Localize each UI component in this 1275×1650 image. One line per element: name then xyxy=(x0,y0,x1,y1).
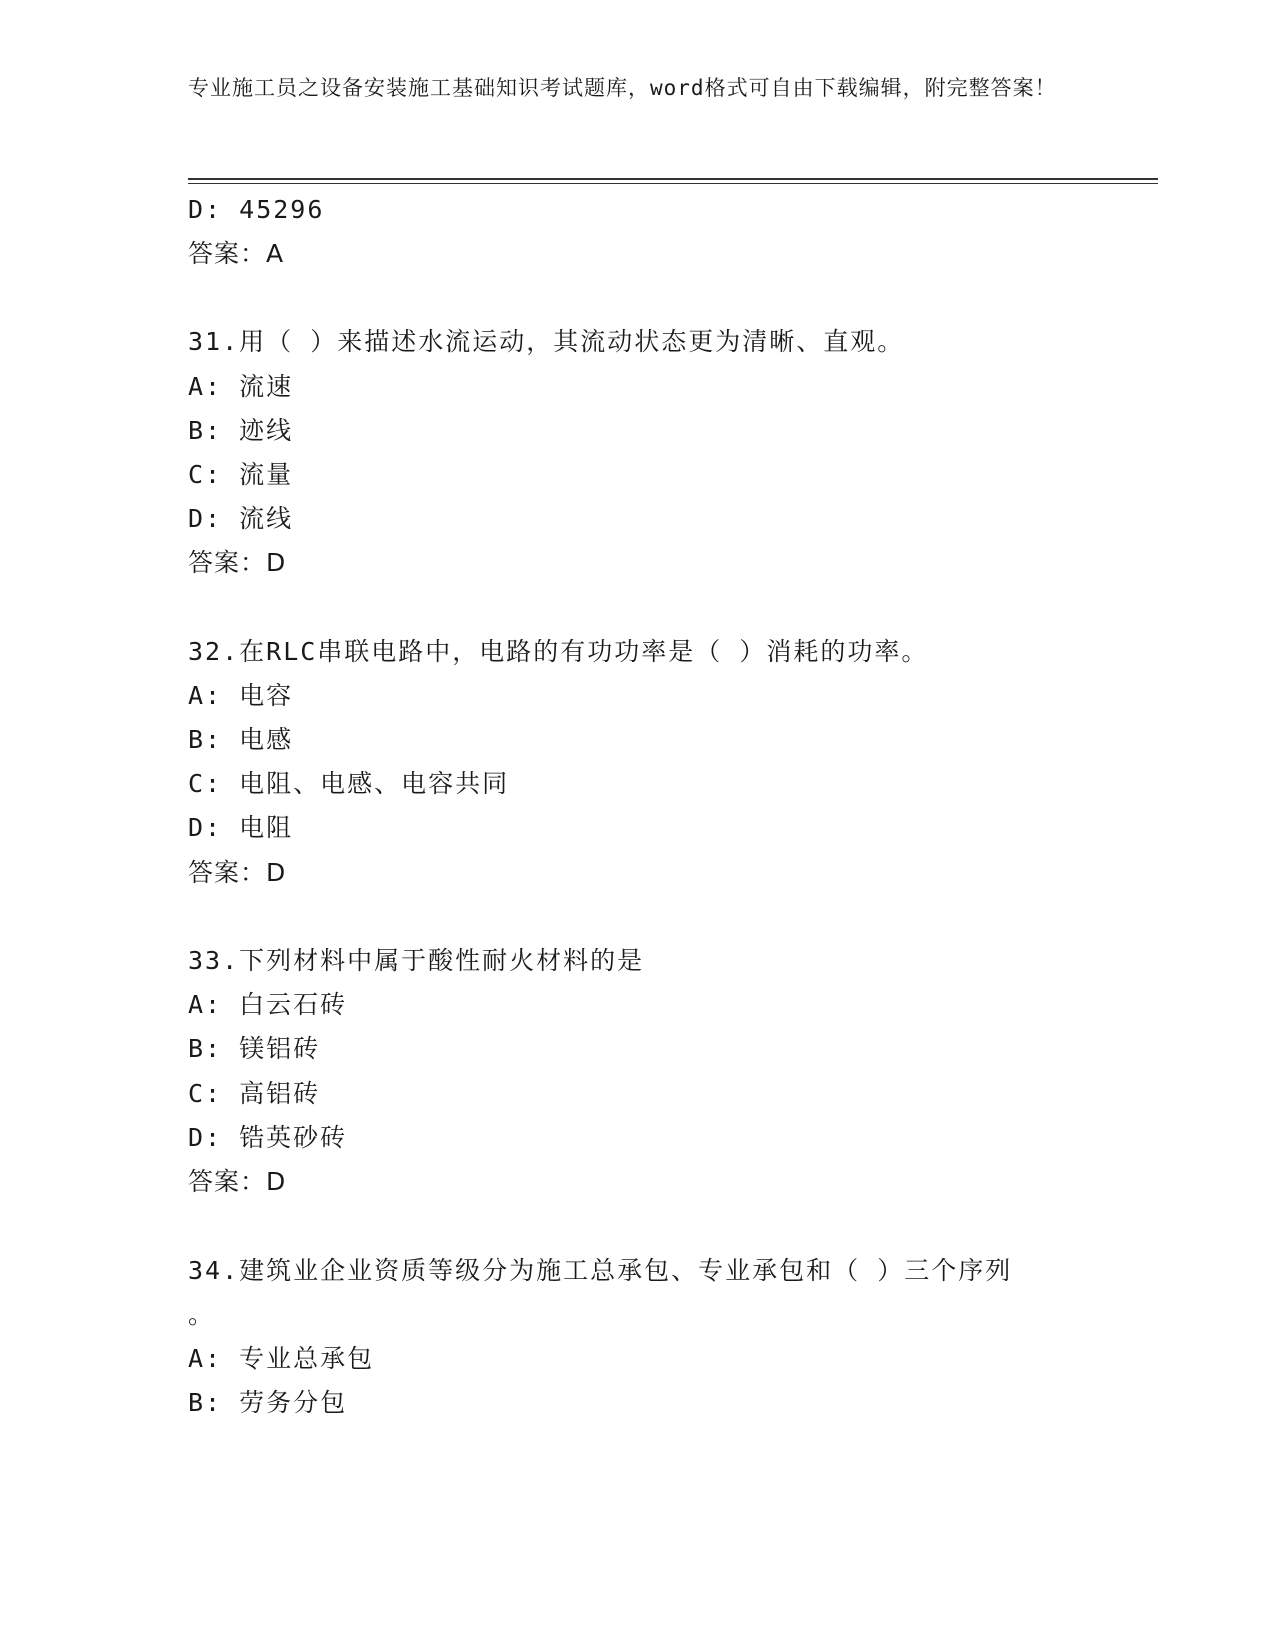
header-divider-thick xyxy=(188,178,1158,180)
question-32-option-d: D: 电阻 xyxy=(188,813,294,842)
question-34-option-b: B: 劳务分包 xyxy=(188,1388,348,1417)
question-32-stem: 32.在RLC串联电路中，电路的有功功率是（ ）消耗的功率。 xyxy=(188,637,929,666)
question-33-answer: 答案：D xyxy=(188,1167,287,1196)
question-31-option-b: B: 迹线 xyxy=(188,416,294,445)
question-33-stem: 33.下列材料中属于酸性耐火材料的是 xyxy=(188,946,645,975)
option-d-prev: D: 45296 xyxy=(188,195,325,224)
document-header: 专业施工员之设备安装施工基础知识考试题库，word格式可自由下载编辑，附完整答案！ xyxy=(188,76,1057,100)
question-32-answer: 答案：D xyxy=(188,858,287,887)
question-31-option-a: A: 流速 xyxy=(188,372,294,401)
question-33-option-d: D: 锆英砂砖 xyxy=(188,1123,348,1152)
question-31-stem: 31.用（ ）来描述水流运动，其流动状态更为清晰、直观。 xyxy=(188,327,905,356)
question-34-stem: 34.建筑业企业资质等级分为施工总承包、专业承包和（ ）三个序列 xyxy=(188,1256,1013,1285)
question-34-option-a: A: 专业总承包 xyxy=(188,1344,375,1373)
question-31-option-c: C: 流量 xyxy=(188,460,294,489)
question-33-option-c: C: 高铝砖 xyxy=(188,1079,321,1108)
question-33-option-b: B: 镁铝砖 xyxy=(188,1034,321,1063)
question-33-option-a: A: 白云石砖 xyxy=(188,990,348,1019)
question-32-option-c: C: 电阻、电感、电容共同 xyxy=(188,769,510,798)
question-31-answer: 答案：D xyxy=(188,548,287,577)
question-31-option-d: D: 流线 xyxy=(188,504,294,533)
question-32-option-a: A: 电容 xyxy=(188,681,294,710)
question-34-stem-continuation: 。 xyxy=(188,1300,216,1329)
answer-prev: 答案：A xyxy=(188,239,285,268)
question-32-option-b: B: 电感 xyxy=(188,725,294,754)
header-divider-thin xyxy=(188,183,1158,184)
